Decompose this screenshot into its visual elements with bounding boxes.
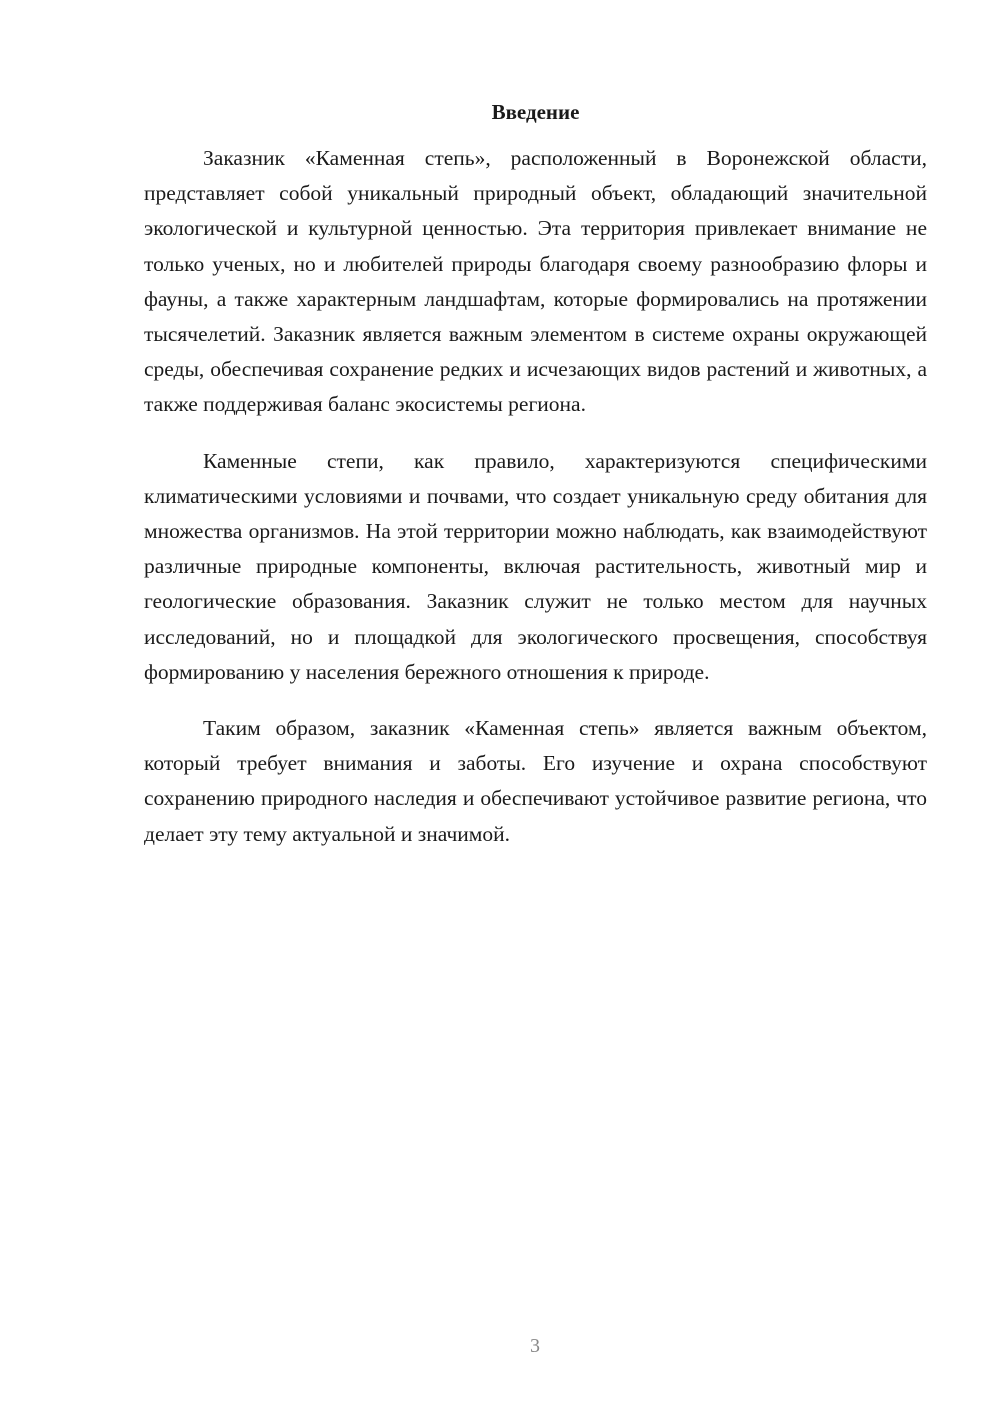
paragraph-3: Таким образом, заказник «Каменная степь» является важным объектом, который требует внимания и заботы. Его изучение и охрана способствуют сохранению природного наследия и обеспечивают устойчивое развитие региона, что делает эту тему актуальной и значимой. xyxy=(144,716,927,846)
body-text xyxy=(144,141,927,873)
section-heading: Введение xyxy=(491,100,580,124)
paragraph-2: Каменные степи, как правило, характеризуются специфическими климатическими условиями и почвами, что создает уникальную среду обитания для множества организмов. На этой территории можно наблюдать, как взаимодействуют различные природные компоненты, включая растительность, животный мир и геологические образования. Заказник служит не только местом для научных исследований, но и площадкой для экологического просвещения, способствуя формированию у населения бережного отношения к природе. xyxy=(144,448,927,684)
paragraph-1: Заказник «Каменная степь», расположенный в Воронежской области, представляет собой уникальный природный объект, обладающий значительной экологической и культурной ценностью. Эта территория привлекает внимание не только ученых, но и любителей природы благодаря своему разнообразию флоры и фауны, а также характерным ландшафтам, которые формировались на протяжении тысячелетий. Заказник является важным элементом в системе охраны окружающей среды, обеспечивая сохранение редких и исчезающих видов растений и животных, а также поддерживая баланс экосистемы региона. xyxy=(144,146,927,417)
page-number: 3 xyxy=(530,1335,540,1357)
